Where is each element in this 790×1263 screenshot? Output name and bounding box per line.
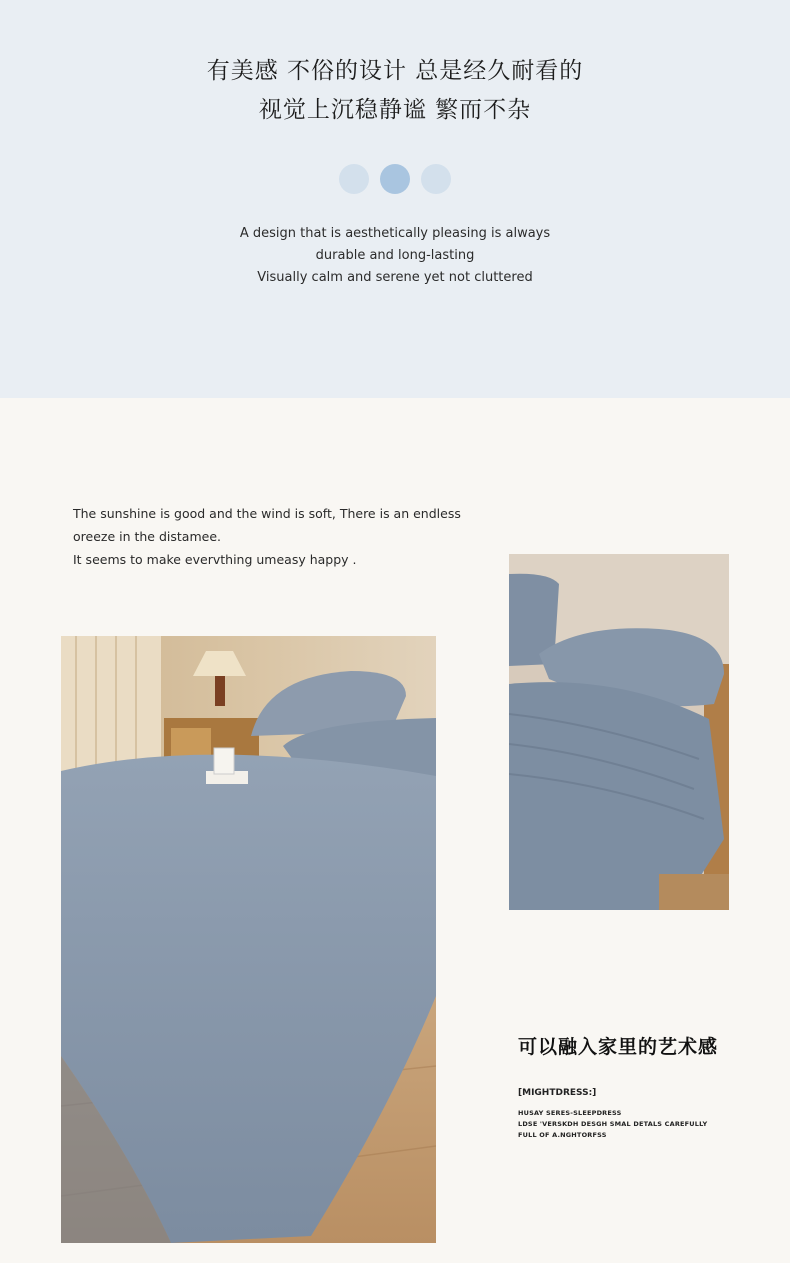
english-line-3: Visually calm and serene yet not cluttered	[257, 270, 533, 285]
detail-line-3: FULL OF A.NGHTORFSS	[518, 1131, 607, 1139]
headline-line-2: 视觉上沉稳静谧 繁而不杂	[258, 97, 532, 123]
intro-line-3: It seems to make evervthing umeasy happy .	[73, 552, 357, 567]
carousel-dots	[339, 164, 451, 194]
dot-3[interactable]	[421, 164, 451, 194]
intro-line-2: oreeze in the distamee.	[73, 529, 221, 544]
bedroom-photo-small	[509, 554, 729, 910]
brand-label: [MIGHTDRESS:]	[518, 1088, 597, 1098]
bedroom-photo-large-illustration	[61, 636, 436, 1243]
english-line-1: A design that is aesthetically pleasing is always	[239, 226, 551, 241]
headline-line-1: 有美感 不俗的设计 总是经久耐看的	[206, 58, 584, 84]
intro-line-1: The sunshine is good and the wind is soft, There is an endless	[73, 506, 461, 521]
dot-1[interactable]	[339, 164, 369, 194]
detail-line-1: HUSAY SERES-SLEEPDRESS	[518, 1109, 622, 1117]
detail-line-2: LDSE 'VERSKDH DESGH SMAL DETALS CAREFULLY	[518, 1120, 708, 1128]
top-section	[0, 0, 790, 398]
bedroom-photo-large	[61, 636, 436, 1243]
bedroom-photo-small-illustration	[509, 554, 729, 910]
feature-title: 可以融入家里的艺术感	[518, 1036, 719, 1058]
english-line-2: durable and long-lasting	[315, 248, 475, 263]
dot-2-active[interactable]	[380, 164, 410, 194]
